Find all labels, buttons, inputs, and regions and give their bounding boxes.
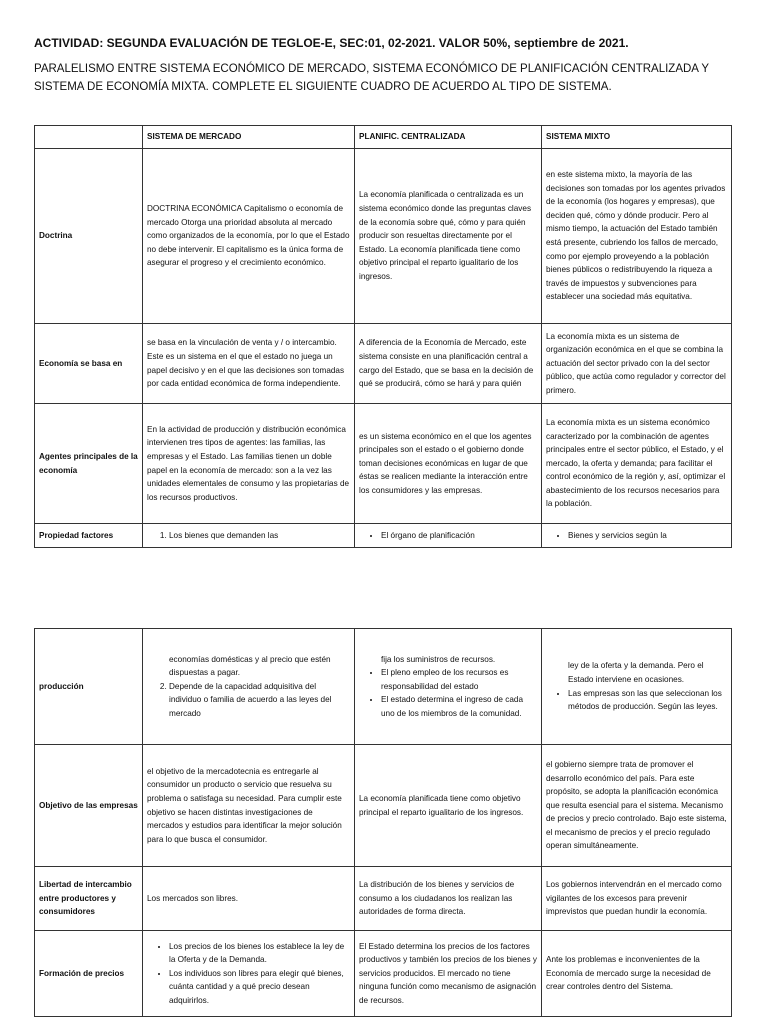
instructions-text: PARALELISMO ENTRE SISTEMA ECONÓMICO DE MERCADO, SISTEMA ECONÓMICO DE PLANIFICACIÓN CENTRALIZADA Y SISTEMA DE ECONOMÍA MIXTA. COMPLETE EL SIGUIENTE CUADRO DE ACUERDO AL TIPO DE SISTEMA. xyxy=(34,63,709,93)
header-mixto: SISTEMA MIXTO xyxy=(542,126,732,149)
comparison-table-top xyxy=(34,125,732,548)
cell-mercado: el objetivo de la mercadotecnia es entregarle al consumidor un producto o servicio que resuelva su problema o satisfaga su necesidad. Para cumplir este objetivo se hacen distintas investigaciones de mercados y estudios para identificar la mejor solución para lo que busca el consumidor. xyxy=(143,745,355,867)
list-item: • El estado determina el ingreso de cada uno de los miembros de la comunidad. xyxy=(381,693,537,720)
table-row xyxy=(35,629,732,745)
cell-central: La economía planificada o centralizada es un sistema económico donde las preguntas claves de la economía sobre qué, cómo y para quién producir son resueltas directamente por el Estado. La economía planificada tiene como objetivo principal el reparto igualitario de los ingresos. xyxy=(355,149,542,324)
row-label: Libertad de intercambio entre productores y consumidores xyxy=(35,867,143,931)
row-label: Doctrina xyxy=(35,149,143,324)
cell-mixto: el gobierno siempre trata de promover el desarrollo económico del país. Para este propósito, se adopta la planificación económica que resulta esencial para el sistema. Mecanismo de precios y precio controlado. Bajo este sistema, el mecanismo de precios y el precio regulado operan simultáneamente. xyxy=(542,745,732,867)
list-item: • El órgano de planificación xyxy=(381,529,537,543)
cell-mixto: La economía mixta es un sistema económico caracterizado por la combinación de agentes principales entre el sector público, el Estado, y el mercado, la oferta y demanda; para facilitar el control económico de la región y, así, optimizar el abastecimiento de los recursos necesarios para la población. xyxy=(542,404,732,524)
row-label: Formación de precios xyxy=(35,931,143,1017)
cell-mercado xyxy=(143,629,355,745)
cell-central xyxy=(355,524,542,548)
table-row xyxy=(35,931,732,1017)
cell-central: es un sistema económico en el que los agentes principales son el estado o el gobierno donde toman decisiones económicas en lugar de que éstas se realicen mediante la interacción entre los consumidores y las empresas. xyxy=(355,404,542,524)
cell-mixto xyxy=(542,524,732,548)
header-row xyxy=(35,126,732,149)
cell-mercado: se basa en la vinculación de venta y / o intercambio. Este es un sistema en el que el estado no juega un papel decisivo y en el que las decisiones son tomadas por cada entidad económica de forma independiente. xyxy=(143,324,355,404)
row-label: Objetivo de las empresas xyxy=(35,745,143,867)
row-label: Agentes principales de la economía xyxy=(35,404,143,524)
cell-mixto: Ante los problemas e inconvenientes de la Economía de mercado surge la necesidad de crear controles dentro del Sistema. xyxy=(542,931,732,1017)
table-row xyxy=(35,404,732,524)
cell-mercado xyxy=(143,931,355,1017)
cell-mercado: En la actividad de producción y distribución económica intervienen tres tipos de agentes: las familias, las empresas y el Estado. Las familias tienen un doble papel en la economía de mercado: son a la vez las unidades elementales de consumo y las propietarias de los recursos productivos. xyxy=(143,404,355,524)
cell-mixto: en este sistema mixto, la mayoría de las decisiones son tomadas por los agentes privados de la economía (los hogares y empresas), que deciden qué, cómo y dónde producir. Pero al mismo tiempo, la actuación del Estado también está presente, cubriendo los fallos de mercado, como por ejemplo proveyendo a la población bienes públicos o redistribuyendo la riqueza a través de impuestos y subvenciones para establecer una sociedad más equitativa. xyxy=(542,149,732,324)
cell-mercado xyxy=(143,524,355,548)
list-item: • Los precios de los bienes los establece la ley de la Oferta y de la Demanda. xyxy=(169,940,350,967)
comparison-table-bottom xyxy=(34,628,732,1017)
cell-mercado: Los mercados son libres. xyxy=(143,867,355,931)
cell-mixto: La economía mixta es un sistema de organización económica en el que se combina la actuación del sector privado con la del sector público, que actúa como regulador y corrector del primero. xyxy=(542,324,732,404)
cell-central: La distribución de los bienes y servicios de consumo a los ciudadanos los realizan las autoridades de forma directa. xyxy=(355,867,542,931)
list-item: • Los individuos son libres para elegir qué bienes, cuánta cantidad y a qué precio desean adquirirlos. xyxy=(169,967,350,1008)
list-item: • Las empresas son las que seleccionan los métodos de producción. Según las leyes. xyxy=(568,687,727,714)
list-continuation: fija los suministros de recursos. xyxy=(381,654,496,664)
header-central: PLANIFIC. CENTRALIZADA xyxy=(355,126,542,149)
table-row xyxy=(35,867,732,931)
table-row xyxy=(35,149,732,324)
table-row xyxy=(35,324,732,404)
cell-mercado: DOCTRINA ECONÓMICA Capitalismo o economía de mercado Otorga una prioridad absoluta al mercado como organizados de la economía, por lo que el Estado no debe intervenir. El capitalismo es la única forma de asegurar el progreso y el crecimiento económico. xyxy=(143,149,355,324)
activity-heading: ACTIVIDAD: SEGUNDA EVALUACIÓN DE TEGLOE-E, SEC:01, 02-2021. VALOR 50%, septiembre de 2021. xyxy=(34,36,629,50)
list-item: • El pleno empleo de los recursos es responsabilidad del estado xyxy=(381,666,537,693)
list-continuation: economías domésticas y al precio que estén dispuestas a pagar. xyxy=(169,654,331,678)
cell-mixto: Los gobiernos intervendrán en el mercado como vigilantes de los excesos para prevenir imprevistos que puedan hundir la economía. xyxy=(542,867,732,931)
list-item: 1. Los bienes que demanden las xyxy=(169,529,350,543)
cell-central: La economía planificada tiene como objetivo principal el reparto igualitario de los ingresos. xyxy=(355,745,542,867)
table-row xyxy=(35,524,732,548)
list-continuation: ley de la oferta y la demanda. Pero el Estado interviene en ocasiones. xyxy=(568,661,704,684)
cell-central: El Estado determina los precios de los factores productivos y también los precios de los bienes y servicios producidos. El mercado no tiene ninguna función como mecanismo de asignación de recursos. xyxy=(355,931,542,1017)
table-row xyxy=(35,745,732,867)
list-item: • Bienes y servicios según la xyxy=(568,529,727,543)
corner-cell xyxy=(35,126,143,149)
list-item: 2. Depende de la capacidad adquisitiva del individuo o familia de acuerdo a las leyes del mercado xyxy=(169,680,350,721)
cell-central xyxy=(355,629,542,745)
row-label: Propiedad factores xyxy=(35,524,143,548)
cell-central: A diferencia de la Economía de Mercado, este sistema consiste en una planificación central a cargo del Estado, que se basa en la decisión de qué se producirá, cómo se hará y para quién xyxy=(355,324,542,404)
row-label: Economía se basa en xyxy=(35,324,143,404)
cell-mixto xyxy=(542,629,732,745)
row-label: producción xyxy=(35,629,143,745)
header-mercado: SISTEMA DE MERCADO xyxy=(143,126,355,149)
